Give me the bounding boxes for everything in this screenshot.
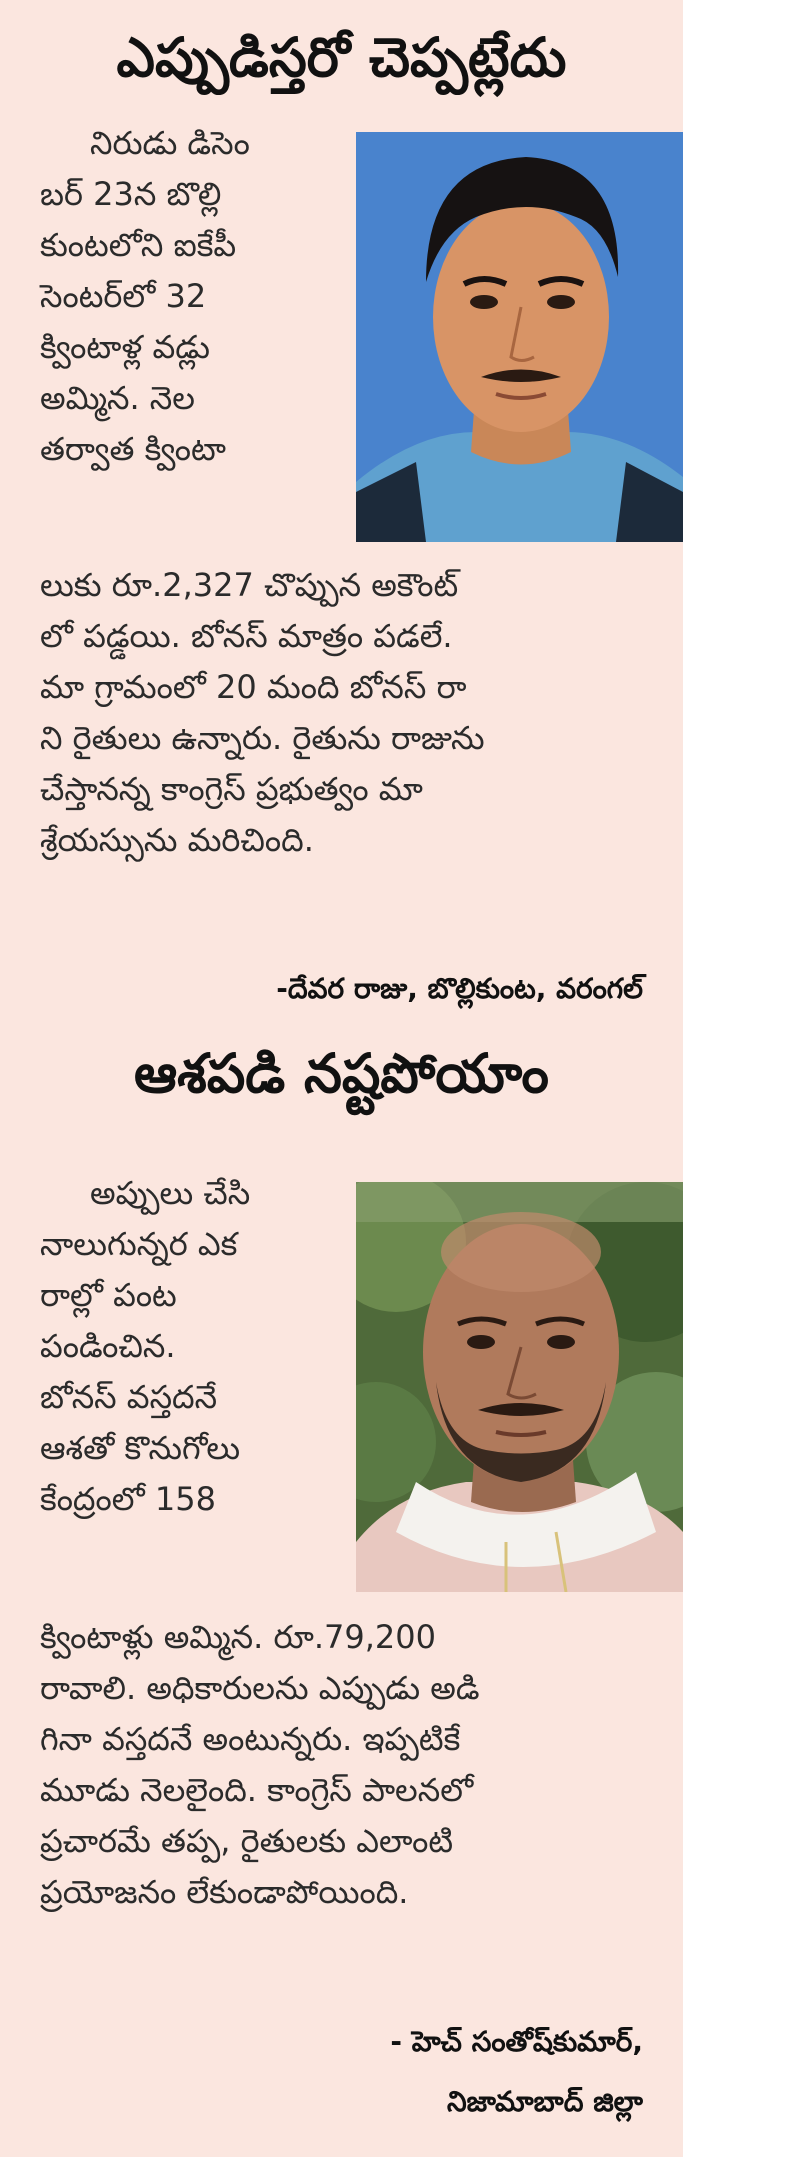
article1-line: శ్రేయస్సును మరిచింది. <box>40 821 314 859</box>
article2-line: ప్రయోజనం లేకుండాపోయింది. <box>40 1873 409 1911</box>
article1-line: మా గ్రామంలో 20 మంది బోనస్ రా <box>40 668 467 706</box>
article1-line: బర్ 23న బొల్లి <box>40 175 222 213</box>
article2-text-narrow <box>40 1168 340 1525</box>
article2-line: కేంద్రంలో 158 <box>40 1480 216 1518</box>
article1-line: సెంటర్‌లో 32 <box>40 277 207 315</box>
article2-text-wide <box>40 1612 645 1918</box>
article2-line: రాల్లో పంట <box>40 1276 177 1314</box>
article2-headline: ఆశపడి నష్టపోయాం <box>134 1042 549 1105</box>
article2-byline-place: నిజామాబాద్ జిల్లా <box>446 2085 643 2118</box>
article1-line: నిరుడు డిసెం <box>90 124 250 162</box>
article1-line: అమ్మిన. నెల <box>40 379 195 417</box>
article2-photo <box>356 1182 683 1592</box>
article2-line: క్వింటాళ్లు అమ్మిన. రూ.79,200 <box>40 1618 436 1656</box>
article2-line: పండించిన. <box>40 1327 176 1365</box>
article1-line: క్వింటాళ్ల వడ్లు <box>40 328 210 366</box>
article2-line: ప్రచారమే తప్ప, రైతులకు ఎలాంటి <box>40 1822 454 1860</box>
article2-line: బోనస్ వస్తదనే <box>40 1378 218 1416</box>
article1-line: ని రైతులు ఉన్నారు. రైతును రాజును <box>40 719 485 757</box>
article1-line: కుంటలోని ఐకేపీ <box>40 226 237 264</box>
article2-line: మూడు నెలలైంది. కాంగ్రెస్ పాలనలో <box>40 1771 474 1809</box>
article1-byline: -దేవర రాజు, బొల్లికుంట, వరంగల్ <box>276 972 643 1005</box>
article1-line: లో పడ్డయి. బోనస్ మాత్రం పడలే. <box>40 617 453 655</box>
article2-line: గినా వస్తదనే అంటున్నరు. ఇప్పటికే <box>40 1720 461 1758</box>
article1-photo <box>356 132 683 542</box>
article1-line: తర్వాత క్వింటా <box>40 430 226 468</box>
article1-headline: ఎప్పుడిస్తరో చెప్పట్లేదు <box>116 26 567 89</box>
article2-line: అప్పులు చేసి <box>90 1174 251 1212</box>
article1-line: లుకు రూ.2,327 చొప్పున అకౌంట్ <box>40 566 459 604</box>
article1-text-narrow <box>40 118 340 475</box>
article1-text-wide <box>40 560 645 866</box>
article1-line: చేస్తానన్న కాంగ్రెస్ ప్రభుత్వం మా <box>40 770 423 808</box>
article2-line: నాలుగున్నర ఎక <box>40 1225 238 1263</box>
article2-line: రావాలి. అధికారులను ఎప్పుడు అడి <box>40 1669 480 1707</box>
article2-byline-name: - హెచ్ సంతోష్‌కుమార్, <box>390 2025 643 2058</box>
article2-line: ఆశతో కొనుగోలు <box>40 1429 241 1467</box>
